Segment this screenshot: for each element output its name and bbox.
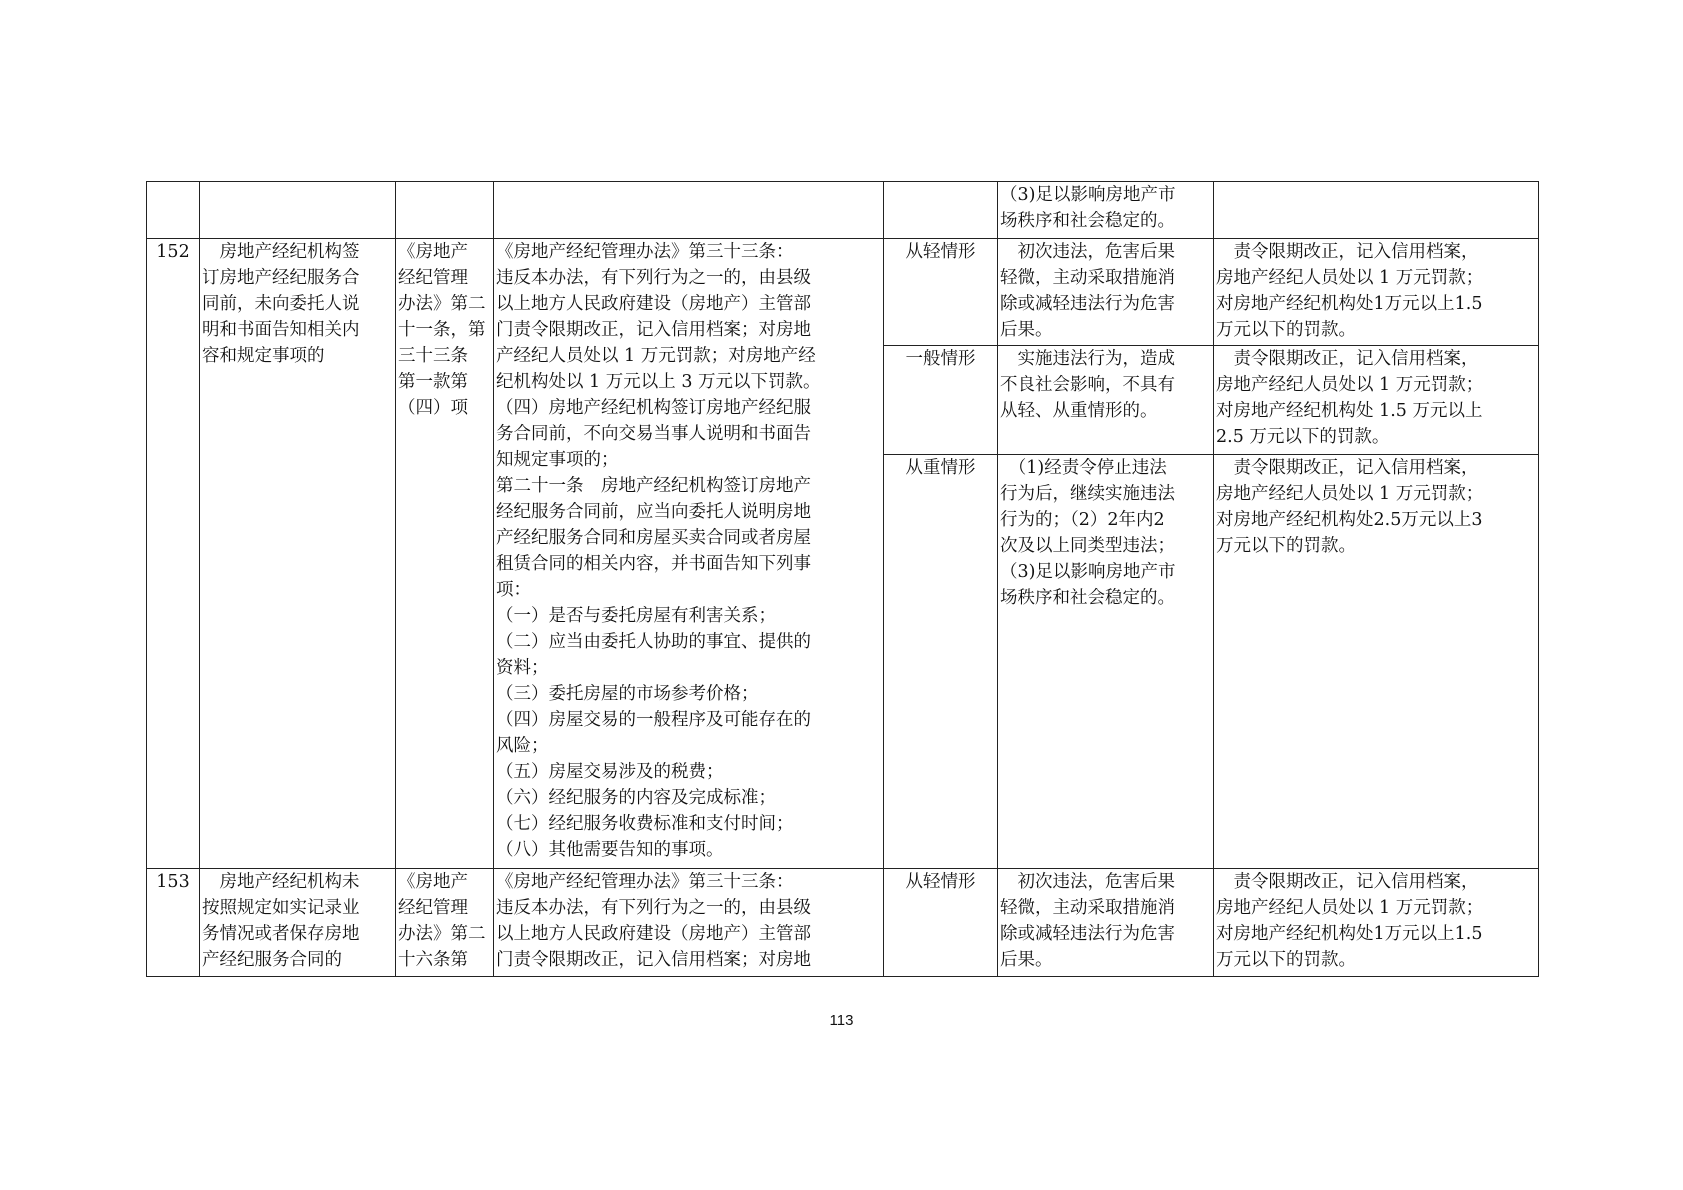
penalty-cell: [1214, 346, 1539, 455]
text-line: 《房地产经纪管理办法》第三十三条：: [496, 872, 794, 892]
item-number: 152: [156, 242, 190, 262]
text-line: 初次违法，危害后果: [1000, 872, 1175, 892]
conditions-cell: [998, 239, 1214, 346]
text-line: 房地产经纪人员处以 1 万元罚款；: [1216, 375, 1484, 395]
text-line: 产经纪服务合同的: [202, 950, 342, 970]
text-line: 订房地产经纪服务合: [202, 268, 360, 288]
text-line: 责令限期改正，记入信用档案，: [1216, 458, 1479, 478]
text-line: 知规定事项的；: [496, 450, 619, 470]
level-name: 从轻情形: [905, 872, 976, 892]
text-line: 房地产经纪人员处以 1 万元罚款；: [1216, 484, 1484, 504]
text-line: 对房地产经纪机构处 1.5 万元以上: [1216, 401, 1483, 421]
text-line: 经纪管理: [398, 268, 468, 288]
cont-penalty-cell: [1214, 182, 1539, 239]
text-line: 场秩序和社会稳定的。: [1000, 588, 1175, 608]
text-line: 同前，未向委托人说: [202, 294, 360, 314]
text-line: 十六条第: [398, 950, 468, 970]
row-153: [147, 869, 1539, 977]
conditions-cell: [998, 346, 1214, 455]
text-line: 对房地产经纪机构处1万元以上1.5: [1216, 924, 1483, 944]
text-line: 办法》第二: [398, 924, 486, 944]
row-152-behavior: [200, 239, 396, 869]
text-line: 违反本办法，有下列行为之一的，由县级: [496, 898, 811, 918]
level-name: 一般情形: [905, 349, 976, 369]
continuation-row: [147, 182, 1539, 239]
text-line: 以上地方人民政府建设（房地产）主管部: [496, 924, 811, 944]
text-line: 门责令限期改正，记入信用档案；对房地: [496, 950, 811, 970]
row-153-behavior: [200, 869, 396, 977]
text-line: 务情况或者保存房地: [202, 924, 360, 944]
text-line: 从轻、从重情形的。: [1000, 401, 1158, 421]
row-152-law-text: [494, 239, 884, 869]
text-line: 明和书面告知相关内: [202, 320, 360, 340]
text-line: 以上地方人民政府建设（房地产）主管部: [496, 294, 811, 314]
penalty-cell: [1214, 869, 1539, 977]
text-line: （四）房地产经纪机构签订房地产经纪服: [496, 398, 811, 418]
text-line: 房地产经纪机构签: [202, 242, 360, 262]
text-line: 按照规定如实记录业: [202, 898, 360, 918]
text-line: 纪机构处以 1 万元以上 3 万元以下罚款。: [496, 372, 821, 392]
penalty-cell: [1214, 239, 1539, 346]
cont-law-cell: [494, 182, 884, 239]
text-line: 2.5 万元以下的罚款。: [1216, 427, 1390, 447]
cont-conditions-cell: [998, 182, 1214, 239]
text-line: 产经纪人员处以 1 万元罚款；对房地产经: [496, 346, 816, 366]
cont-level-cell: [884, 182, 998, 239]
text-line: 责令限期改正，记入信用档案，: [1216, 872, 1479, 892]
text-line: 十一条，第: [398, 320, 486, 340]
conditions-cell: [998, 869, 1214, 977]
text-line: 《房地产: [398, 872, 468, 892]
text-line: 三十三条: [398, 346, 468, 366]
text-line: （1)经责令停止违法: [1000, 458, 1167, 478]
text-line: （四）项: [398, 398, 468, 418]
text-line: 对房地产经纪机构处1万元以上1.5: [1216, 294, 1483, 314]
text-line: 经纪服务合同前，应当向委托人说明房地: [496, 502, 811, 522]
text-line: 轻微，主动采取措施消: [1000, 898, 1175, 918]
level-name: 从轻情形: [905, 242, 976, 262]
level-name-cell: [884, 239, 998, 346]
level-name-cell: [884, 346, 998, 455]
text-line: （二）应当由委托人协助的事宜、提供的: [496, 632, 811, 652]
text-line: （四）房屋交易的一般程序及可能存在的: [496, 710, 811, 730]
text-line: 轻微，主动采取措施消: [1000, 268, 1175, 288]
text-line: 第二十一条 房地产经纪机构签订房地产: [496, 476, 811, 496]
penalty-standard-table: [146, 181, 1539, 977]
item-number: 153: [156, 872, 190, 892]
text-line: （五）房屋交易涉及的税费；: [496, 762, 724, 782]
cont-basis-cell: [396, 182, 494, 239]
text-line: 《房地产: [398, 242, 468, 262]
text-line: 除或减轻违法行为危害: [1000, 294, 1175, 314]
text-line: 行为的；（2）2年内2: [1000, 510, 1165, 530]
text-line: 实施违法行为，造成: [1000, 349, 1175, 369]
row-153-law-text: [494, 869, 884, 977]
text-line: 务合同前，不向交易当事人说明和书面告: [496, 424, 811, 444]
text-line: （3)足以影响房地产市: [1000, 562, 1176, 582]
text-line: 门责令限期改正，记入信用档案；对房地: [496, 320, 811, 340]
text-line: 责令限期改正，记入信用档案，: [1216, 242, 1479, 262]
text-line: 后果。: [1000, 320, 1053, 340]
text-line: 租赁合同的相关内容，并书面告知下列事: [496, 554, 811, 574]
conditions-cell: [998, 455, 1214, 869]
text-line: （八）其他需要告知的事项。: [496, 840, 724, 860]
page-number: 113: [829, 1012, 854, 1029]
text-line: （三）委托房屋的市场参考价格；: [496, 684, 759, 704]
level-name-cell: [884, 455, 998, 869]
text-line: 房地产经纪人员处以 1 万元罚款；: [1216, 268, 1484, 288]
text-line: 经纪管理: [398, 898, 468, 918]
text-line: 万元以下的罚款。: [1216, 950, 1356, 970]
text-line: 违反本办法，有下列行为之一的，由县级: [496, 268, 811, 288]
text-line: 不良社会影响，不具有: [1000, 375, 1175, 395]
cont-behavior-cell: [200, 182, 396, 239]
text-line: 《房地产经纪管理办法》第三十三条：: [496, 242, 794, 262]
text-line: 资料；: [496, 658, 549, 678]
text-line: 对房地产经纪机构处2.5万元以上3: [1216, 510, 1483, 530]
text-line: （一）是否与委托房屋有利害关系；: [496, 606, 776, 626]
level-name-cell: [884, 869, 998, 977]
text-line: 第一款第: [398, 372, 468, 392]
text-line: （七）经纪服务收费标准和支付时间；: [496, 814, 794, 834]
text-line: 万元以下的罚款。: [1216, 320, 1356, 340]
row-152-basis: [396, 239, 494, 869]
text-line: 后果。: [1000, 950, 1053, 970]
text-line: 次及以上同类型违法；: [1000, 536, 1175, 556]
cont-no-cell: [147, 182, 200, 239]
text-line: 万元以下的罚款。: [1216, 536, 1356, 556]
text-line: 容和规定事项的: [202, 346, 325, 366]
text-line: 风险；: [496, 736, 549, 756]
level-name: 从重情形: [905, 458, 976, 478]
text-line: 场秩序和社会稳定的。: [1000, 211, 1175, 231]
row-153-basis: [396, 869, 494, 977]
text-line: 房地产经纪人员处以 1 万元罚款；: [1216, 898, 1484, 918]
text-line: 项：: [496, 580, 531, 600]
text-line: 行为后，继续实施违法: [1000, 484, 1175, 504]
text-line: 除或减轻违法行为危害: [1000, 924, 1175, 944]
penalty-cell: [1214, 455, 1539, 869]
text-line: 办法》第二: [398, 294, 486, 314]
row-152-number: [147, 239, 200, 869]
row-153-number: [147, 869, 200, 977]
text-line: 责令限期改正，记入信用档案，: [1216, 349, 1479, 369]
row-152-level-light: [147, 239, 1539, 346]
text-line: 产经纪服务合同和房屋买卖合同或者房屋: [496, 528, 811, 548]
text-line: （3)足以影响房地产市: [1000, 185, 1176, 205]
text-line: 房地产经纪机构未: [202, 872, 360, 892]
text-line: （六）经纪服务的内容及完成标准；: [496, 788, 776, 808]
text-line: 初次违法，危害后果: [1000, 242, 1175, 262]
